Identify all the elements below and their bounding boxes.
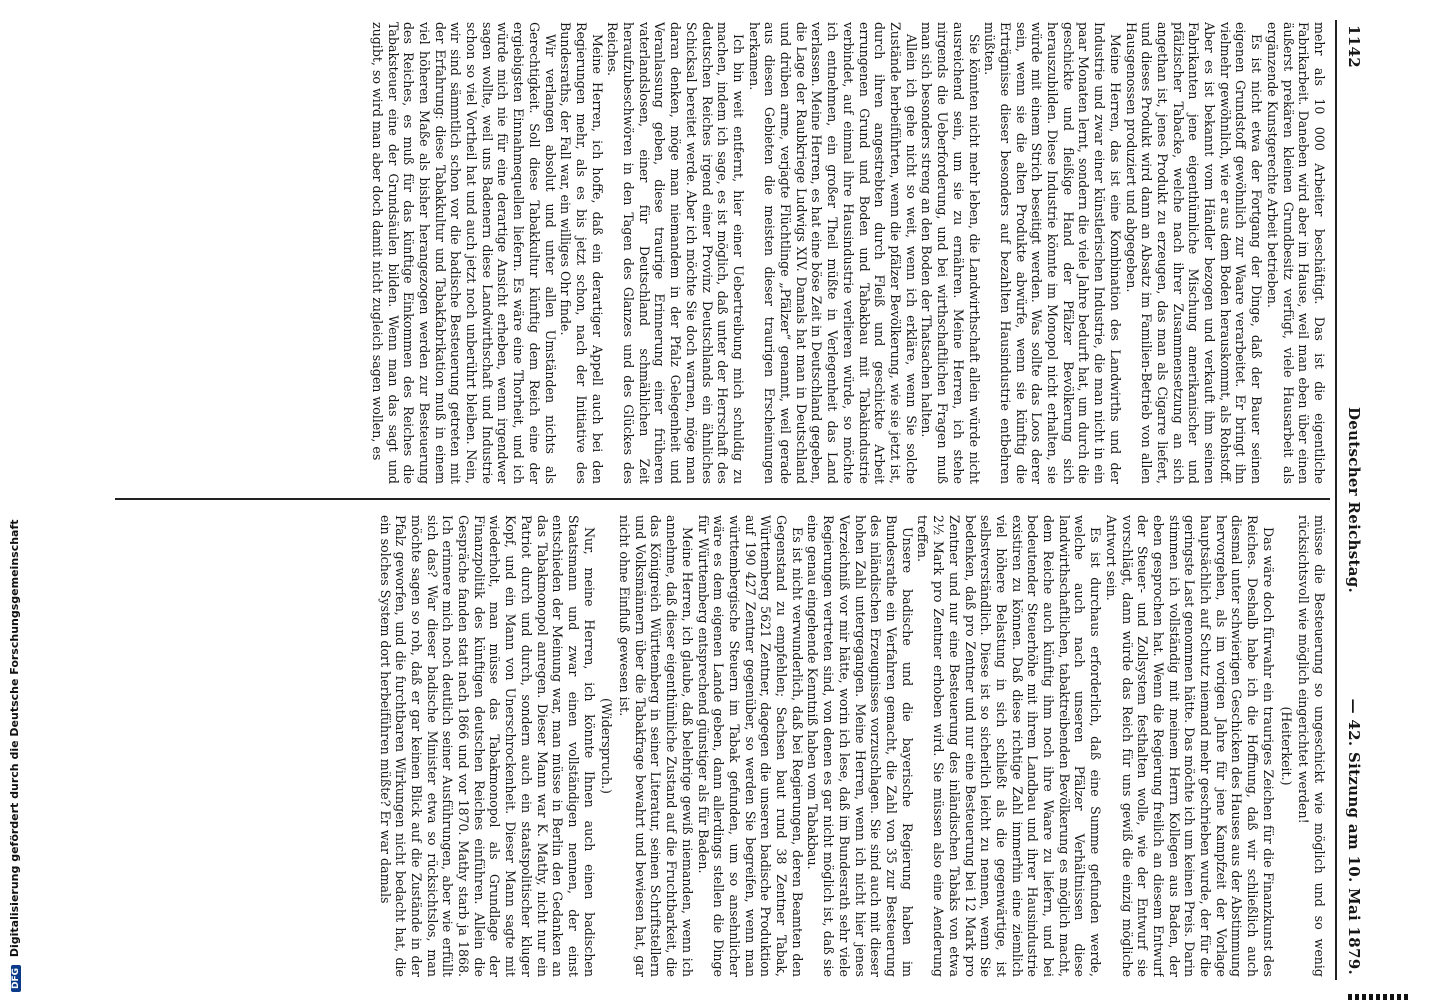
paragraph: Meine Herren, ich hoffe, daß ein derartiger Appell auch bei den Regierungen mehr, als es bis jetzt schon, nach der Initiative des Bundesraths, der Fall war, ein williges Ohr finde. [558, 22, 605, 484]
reaction-note: (Heiterkeit.) [1278, 706, 1294, 786]
paragraph: Unsere badische und die bayerische Regierung haben im Bundesrathe ein Verfahren gemacht, die Zahl von 35 zur Besteuerung des inländischen Erzeugnisses vorzuschlagen. Sie sind auch mit dieser hohen Zahl untergegangen. Meine Herren, wenn ich nicht hier jenes Verzeichniß vor mir hätte, worin ich lese, daß im Bundesrath sehr viele Regierungen vertreten sind, von denen es gar nicht möglich ist, daß sie eine genau eingehende Kenntniß haben vom Tabakbau. [805, 515, 915, 977]
page-header [1339, 25, 1363, 975]
column-divider [115, 498, 1330, 500]
header-rule [1335, 20, 1337, 980]
paragraph: Es ist nicht verwunderlich, daß bei Regierungen, deren Beamten den Gegenstand zu empfehlen; Sachsen baut rund 38 Zentner Tabak, Württemberg 5621 Zentner, dagegen die unseren badische Produktion auf 190 427 Zentner gegenüber, so werden Sie begreifen, wenn man württembergische Steuern im Tabak gefunden, um so ansehnlicher wäre es dem eigenen Lande geben, dann allerdings stellen die Dinge für Württemberg entsprechend günstiger als für Baden. [695, 515, 805, 977]
left-column [112, 22, 1327, 484]
paragraph: Meine Herren, das ist eine Kombination des Landwirths und der Industrie und zwar einer künstlerischen Industrie, die man nicht in ein paar Monaten lernt, sondern die viele Jahre bedurft hat, um durch die geschickte und fleißige Hand der Pfälzer Bevölkerung sich herauszubilden. Diese Industrie könnte im Monopol nicht erhalten, sie würde mit einem Strich beseitigt werden. Was sollte das Loos derer sein, wenn sie die alten Produkte abwürfe, wenn sie künftig die Erträgnisse dieser besonders auf bezahlten Hausindustrie entbehren müßten. [982, 22, 1123, 484]
paragraph: Das wäre doch fürwahr ein trauriges Zeichen für die Finanzkunst des Reiches. Deshalb habe ich die Hoffnung, daß wir schließlich auch diesmal unter schwierigen Geschicken des Hauses aus der Abstimmung hervorgehen, als im vorigen Jahre für jene Kampfzeit der Vorlage hauptsächlich auf Schutz niemand mehr geschrieben wurde, der für die geringste Last genommen hätte. Das möchte ich um keinen Preis. Darin stimmen ich vollständig mit meinem Herrn Kollegen aus Baden, der eben gesprochen hat. Wenn die Regierung freilich an diesem Entwurf der Steuer- und Zollsystem festhalten wolle, wie der Entwurf sie vorschlägt, dann würde das Reich für uns gewiß die einzig mögliche Antwort sein. [1103, 515, 1276, 977]
session-info: — 42. Sitzung am 10. Mai 1879. [1345, 698, 1363, 975]
digitization-credit [8, 519, 21, 992]
rotated-page [105, 0, 1375, 1000]
paragraph: Nur, meine Herren, ich könnte Ihnen auch einen badischen Staatsmann und zwar einen vollständigen nennen, der einst entschieden der Meinung war, man müsse in Berlin den Gedanken an das Tabakmonopol anregen. Dieser Mann war K. Mathy, nicht nur ein Patriot durch und durch, sondern auch ein staatspolitischer kluger Kopf, und ein Mann von Unerschrockenheit. Dieser Mann sagte mit wiederholt, man müsse das Tabakmonopol als Grundlage der Finanzpolitik des künftigen deutschen Reiches einführen. Allein die Gespräche fanden statt nach 1866 und vor 1870. Mathy starb ja 1868. Ich erinnere mich noch deutlich seiner Ausführungen, aber wie erfüllt sich das? War dieser badische Minister etwa so rücksichtslos, man möchte sagen so roh, daß er gar keinen Blick auf die Zustände in der Pfalz geworfen, und die furchtbaren Wirkungen nicht bedacht hat, die ein solches System dort herbeiführen müßte? Er war damals [377, 515, 597, 977]
paragraph: Allein ich gehe nicht so weit, wenn ich erkläre, wenn Sie solche Zustände herbeiführten, wenn die pfälzer Bevölkerung, wie sie jetzt ist, durch ihren angestrebten durch Fleiß und geschickte Arbeit errungenen Grund und Boden und Tabakbau mit Tabakindustrie verbindet, auf einmal ihre Hausindustrie verlieren würde, so möchte ich entnehmen, ein großer Theil müßte in Verlegenheit das Land verlassen. Meine Herren, es hat eine böse Zeit in Deutschland gegeben, die Lage der Raubkriege Ludwigs XIV. Damals hat man in Deutschland und drüben arme, verjagte Flüchtlinge „Pfälzer“ genannt, weil gerade aus diesen Gebieten die meisten dieser traurigen Erscheinungen herkamen. [746, 22, 919, 484]
paragraph: Meine Herren, ich glaube, daß belehrige gewiß niemanden, wenn ich annehme, daß dieser eigenthümliche Zustand auf die Fruchtbarkeit, die das Königreich Württemberg in seiner Literatur, seinen Schriftstellern und Volksmännern über die Tabakfrage bewahrt und bewiesen hat, gar nicht ohne Einfluß gewesen ist. [617, 515, 695, 977]
publication-title: Deutscher Reichstag. [1345, 406, 1363, 594]
reaction-note: (Widerspruch.) [599, 698, 615, 794]
paragraph: müsse die Besteuerung so ungeschickt wie möglich und so wenig rücksichtsvoll wie möglich eingerichtet werden! [1296, 515, 1327, 977]
paragraph: Sie könnten nicht mehr leben, die Landwirthschaft allein würde nicht ausreichend sein, um sie zu ernähren. Meine Herren, ich stehe nirgends die Ueberforderung, und bei wirthschaftlichen Fragen muß man sich besonders streng an den Boden der Thatsachen halten. [919, 22, 982, 484]
right-column [112, 515, 1327, 977]
paragraph: Es ist durchaus erforderlich, daß eine Summe gefunden werde, welche auch nach unseren Pfälzer Verhältnissen diese landwirthschaftlichen, tabaktreibenden Bevölkerung es möglich macht, dem Reiche auch künftig ihm noch ihre Waare zu liefern, und bei bedeutender Steuerhöhe mit ihrem Landbau und ihrer Hausindustrie existiren zu können. Daß diese richtige Zahl immerhin eine ziemlich viel höhere Belastung in sich schließt als die gegenwärtige, ist selbstverständlich. Diese ist so sicherlich leicht zu nennen, wenn Sie bedenken, daß pro Zentner und nur eine Besteuerung bei 12 Mark pro Zentner und nur eine Besteuerung des inländischen Tabaks von etwa 2½ Mark pro Zentner erhoben wird. Sie müssen also eine Aenderung treffen. [915, 515, 1104, 977]
paragraph: Wir verlangen absolut und unter allen Umständen nichts als Gerechtigkeit. Soll diese Tabakkultur künftig dem Reich eine der ergiebigsten Einnahmequellen liefern. Es wäre eine Thorheit, und ich würde mich nie für eine derartige Ansicht erheben, wenn irgendwer sagen wollte, weil uns Badenern diese Landwirthschaft und Industrie schon so viel Vortheil hat und auch jetzt noch unberührt bleiben. Nein, wir sind sämmtlich schon vor die badische Besteuerung getreten mit der Erfahrung: diese Tabakkultur und Tabakfabrikation muß in einem viel höheren Maße als bisher herangezogen werden zur Besteuerung des Reiches, es muß für das künftige Einkommen des Reiches die Tabaksteuer eine der Grundsäulen bilden. Wenn man das sagt und zugibt, so wird man aber doch damit nicht zugleich sagen wollen, es [369, 22, 558, 484]
dfg-logo: DFG [11, 965, 21, 992]
page-number: 1142 [1345, 25, 1363, 68]
paragraph: Es ist nicht etwa der Fortgang der Dinge, daß der Bauer seinen eigenen Grundstoff gewöhnlich zur Waare verarbeitet. Er bringt ihn vielmehr gewöhnlich, wie er aus dem Boden herauskommt, als Rohstoff. Aber es ist bekannt vom Händler bezogen und verkauft ihm seinen Fabrikanten jene eigenthümliche Mischung amerikanischer und pfälzischer Tabacke, welche nach ihrer Zusammensetzung an sich angethan ist, jenes Produkt zu erzeugen, das man als Cigarre liefert, und dieses Produkt wird dann an Absatz im Familien-Betrieb von allen Hausgenossen produziert und abgegeben. [1123, 22, 1265, 484]
paragraph: Ich bin weit entfernt, hier einer Uebertreibung mich schuldig zu machen, indem ich sage, es ist möglich, daß unter der Herrschaft des deutschen Reiches irgend einer Provinz Deutschlands ein ähnliches Schicksal bereitet werde. Aber ich möchte Sie doch warnen, möge man daran denken, möge man niemandem in der Pfalz Gelegenheit und Veranlassung geben, diese traurige Erinnerung einer früheren vaterlandslosen, einer für Deutschland schmählichen Zeit heraufzubeschwören in den Tagen des Glanzes und des Glückes des Reiches. [605, 22, 746, 484]
scan-edge-mark [1348, 994, 1408, 1000]
credit-text: Digitalisierung gefördert durch die Deutsche Forschungsgemeinschaft [8, 519, 21, 958]
paragraph: mehr als 10 000 Arbeiter beschäftigt. Das ist die eigentliche Fabrikarbeit. Daneben wird aber im Hause, weil man eben über einen äußerst prekären kleinen Grundbesitz verfügt, viele Hausarbeit als ergänzende Kunstgerechte Arbeit betrieben. [1264, 22, 1327, 484]
